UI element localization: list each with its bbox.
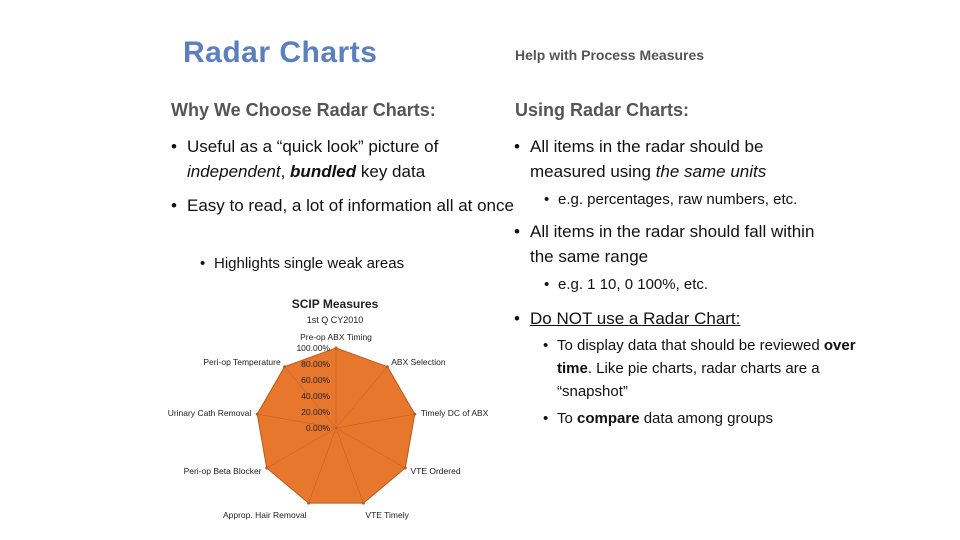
radar-axis-label: VTE Ordered (410, 466, 461, 476)
radar-axis-label: VTE Timely (365, 509, 409, 520)
radar-svg (167, 292, 490, 520)
left-bullet-2: • Easy to read, a lot of information all at once (171, 193, 517, 218)
slide-subtitle: Help with Process Measures (515, 47, 705, 63)
radar-tick-label: 0.00% (305, 423, 330, 433)
chart-title: SCIP Measures (291, 297, 379, 311)
radar-tick-label: 20.00% (301, 407, 330, 417)
chart-subtitle: 1st Q CY2010 (306, 315, 364, 325)
radar-point (362, 502, 365, 505)
right-sub-bullet-1: • e.g. percentages, raw numbers, etc. (544, 188, 858, 211)
radar-tick-label: 80.00% (301, 359, 330, 369)
radar-point (265, 467, 268, 470)
right-bullet-2: • All items in the radar should fall within the same range (514, 219, 830, 269)
radar-axis-label: Timely DC of ABX (420, 408, 489, 419)
radar-axis-label: Approp. Hair Removal (222, 509, 307, 520)
radar-axis-label: Peri-op Beta Blocker (183, 466, 262, 476)
bullet-dot: • (171, 196, 177, 215)
bullet-dot: • (543, 337, 549, 354)
right-bullet-1: • All items in the radar should be measured using the same units (514, 134, 830, 184)
radar-point (307, 502, 310, 505)
radar-axis-label: ABX Selection (391, 357, 446, 368)
radar-axis-label: Peri-op Temperature (203, 357, 281, 368)
bullet-dot: • (543, 410, 549, 427)
left-bullet-1: • Useful as a “quick look” picture of independent, bundled key data (171, 134, 507, 184)
bullet-dot: • (514, 309, 520, 328)
bullet-dot: • (200, 255, 206, 272)
right-sub-bullet-3: • To display data that should be reviewed over time. Like pie charts, radar charts are a “snapshot” (543, 334, 857, 403)
radar-tick-label: 100.00% (296, 343, 330, 353)
radar-axis-label: Urinary Cath Removal (167, 408, 252, 419)
bullet-dot: • (514, 137, 520, 156)
bullet-dot: • (171, 137, 177, 156)
bullet-dot: • (514, 222, 520, 241)
right-bullet-3: • Do NOT use a Radar Chart: (514, 306, 830, 331)
bullet-dot: • (544, 191, 550, 208)
right-sub-bullet-2: • e.g. 1 10, 0 100%, etc. (544, 273, 858, 296)
radar-chart (167, 292, 490, 520)
right-heading: Using Radar Charts: (515, 100, 690, 120)
left-sub-bullet: • Highlights single weak areas (200, 252, 494, 275)
radar-series (256, 347, 417, 505)
left-heading: Why We Choose Radar Charts: (171, 100, 436, 120)
radar-tick-label: 60.00% (301, 375, 330, 385)
radar-point (404, 467, 407, 470)
radar-tick-label: 40.00% (301, 391, 330, 401)
slide-title: Radar Charts (183, 36, 378, 69)
radar-axis-label: Pre-op ABX Timing (300, 332, 372, 342)
right-sub-bullet-4: • To compare data among groups (543, 407, 857, 430)
bullet-dot: • (544, 276, 550, 293)
